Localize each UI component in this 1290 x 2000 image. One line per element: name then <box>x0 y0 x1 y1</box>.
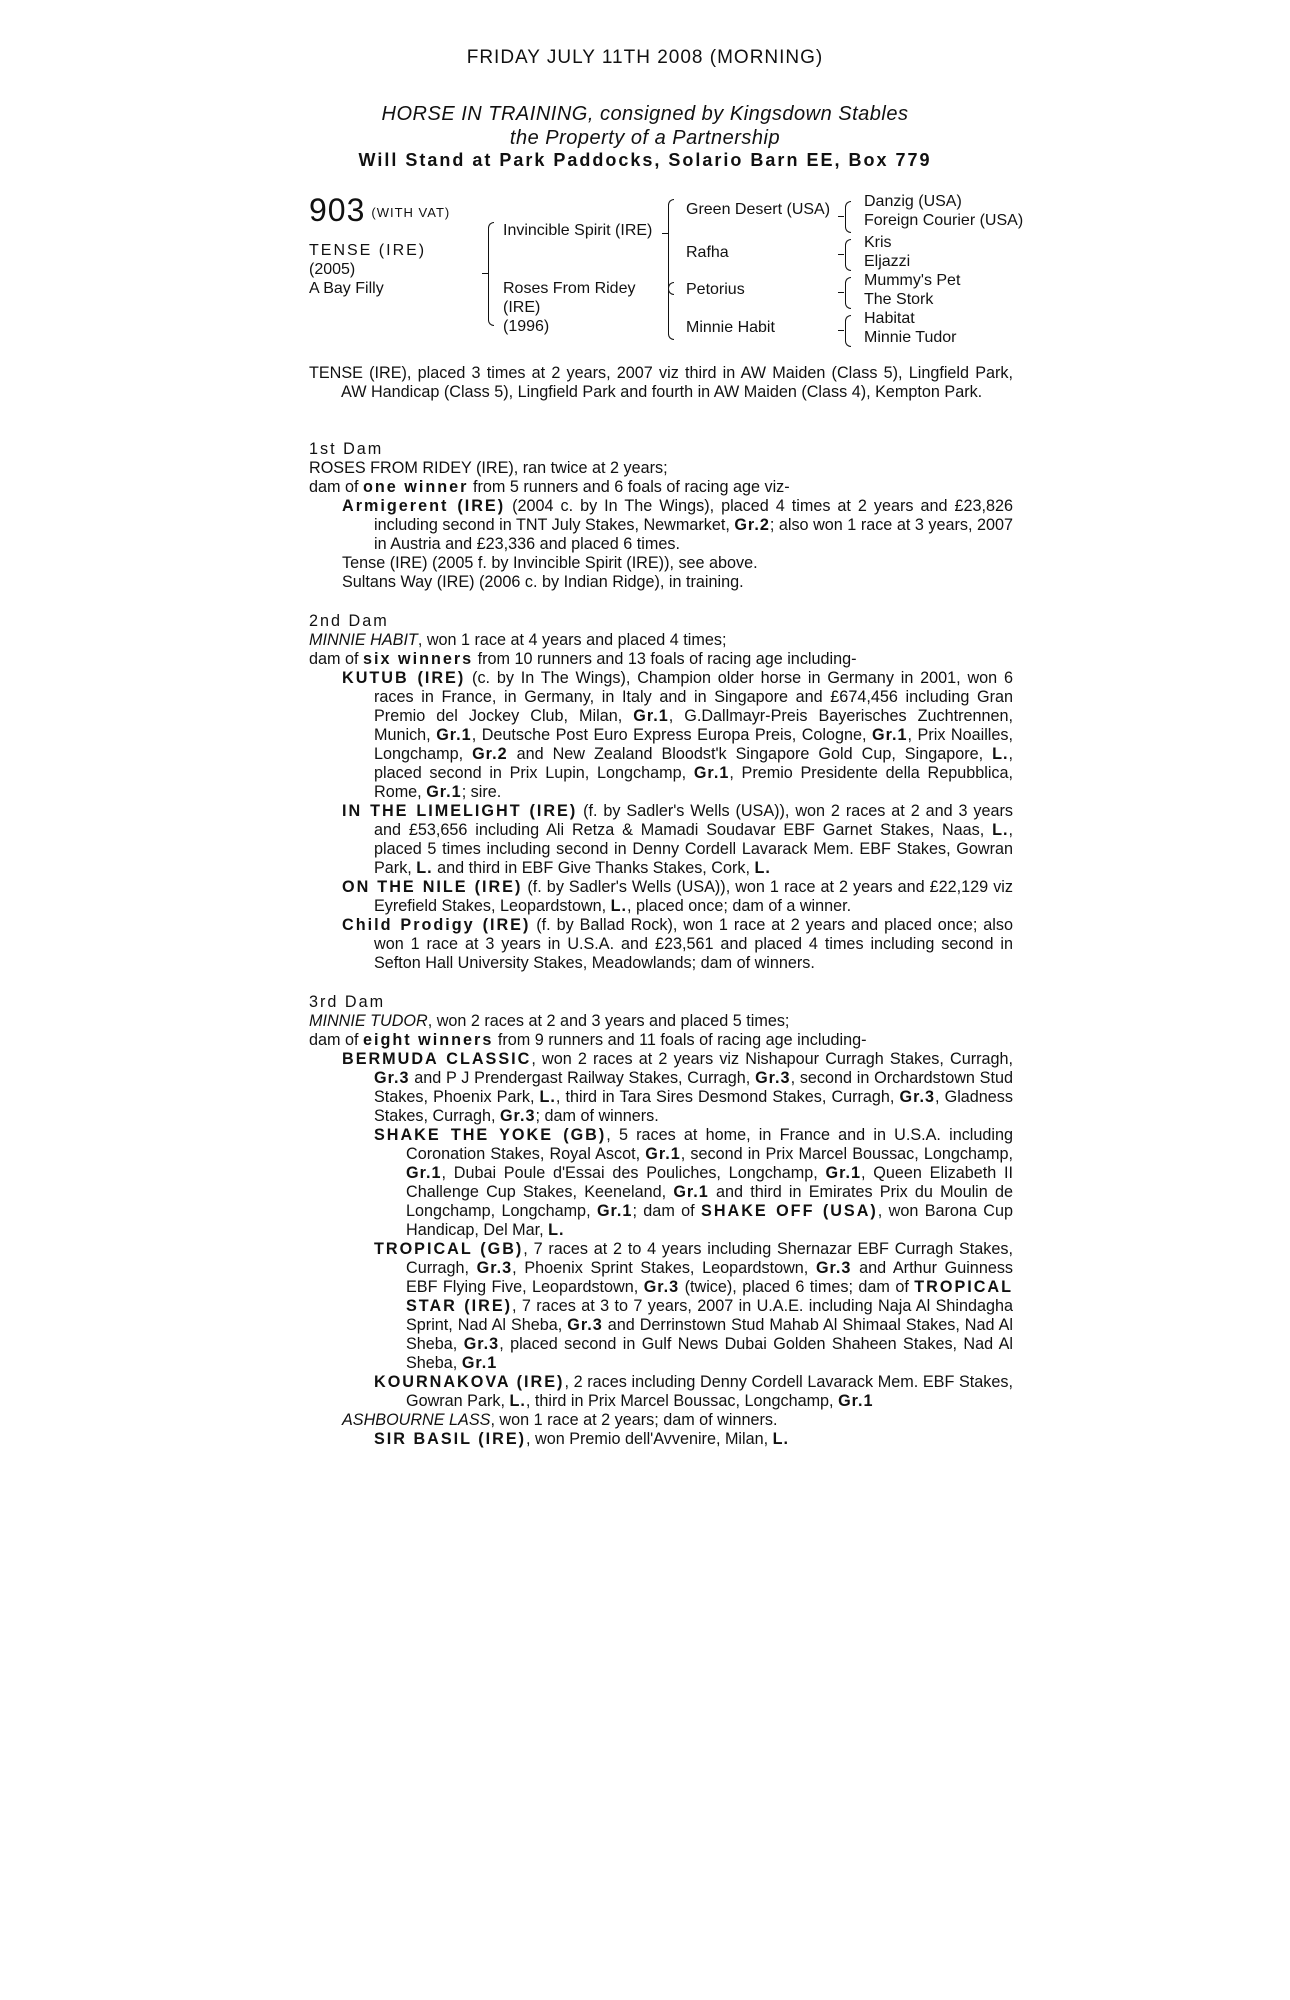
progeny-ashbourne-lass: ASHBOURNE LASS, won 1 race at 2 years; dam of winners. <box>342 1411 778 1429</box>
progeny-name: KOURNAKOVA (IRE) <box>374 1373 565 1391</box>
dam2-line2: dam of six winners from 10 runners and 13 foals of racing age including- <box>309 650 857 668</box>
progeny-kournakova: KOURNAKOVA (IRE), 2 races including Denny Cordell Lavarack Mem. EBF Stakes, Gowran Park, L., third in Prix Marcel Boussac, Longchamp, Gr.1 <box>374 1373 1013 1410</box>
ped-dam-line3: (1996) <box>503 318 550 335</box>
progeny-child-prodigy: Child Prodigy (IRE) (f. by Ballad Rock), won 1 race at 2 years and placed once; also won 1 race at 3 years in U.S.A. and £23,561 and placed 4 times including second in Sefton Hall University Stakes, Meadowlands; dam of winners. <box>342 916 1013 972</box>
ped-dam-line2: (IRE) <box>503 299 541 316</box>
dam1-heading: 1st Dam <box>309 440 384 458</box>
dam1-line2: dam of one winner from 5 runners and 6 foals of racing age viz- <box>309 478 790 496</box>
progeny-name: IN THE LIMELIGHT (IRE) <box>342 802 578 820</box>
progeny-name: Armigerent (IRE) <box>342 497 506 515</box>
horse-summary: TENSE (IRE), placed 3 times at 2 years, 2007 viz third in AW Maiden (Class 5), Lingfield Park, AW Handicap (Class 5), Lingfield Park and fourth in AW Maiden (Class 4), Kempton Park. <box>309 364 1013 401</box>
pedigree-brace-sd <box>845 239 851 271</box>
progeny-shake-the-yoke: SHAKE THE YOKE (GB), 5 races at home, in France and in U.S.A. including Coronation Stakes, Royal Ascot, Gr.1, second in Prix Marcel Boussac, Longchamp, Gr.1, Dubai Poule d'Essai des Pouliches, Longchamp, Gr.1, Queen Elizabeth II Challenge Cup Stakes, Keeneland, Gr.1 and third in Emirates Prix du Moulin de Longchamp, Longchamp, Gr.1; dam of SHAKE OFF (USA), won Barona Cup Handicap, Del Mar, L. <box>374 1126 1014 1239</box>
dam1-winners-count: one winner <box>363 478 469 496</box>
pedigree-brace-ss <box>845 201 851 233</box>
horse-description: A Bay Filly <box>309 280 384 297</box>
vat-label: (WITH VAT) <box>371 205 451 220</box>
progeny-name: Child Prodigy (IRE) <box>342 916 531 934</box>
pedigree-brace-dam <box>668 282 674 340</box>
pedigree-brace-dd-point <box>838 330 844 331</box>
stabling-line: Will Stand at Park Paddocks, Solario Barn EE, Box 779 <box>358 150 932 170</box>
pedigree-brace-sire-point <box>662 233 668 234</box>
dam3-line2: dam of eight winners from 9 runners and 11 foals of racing age including- <box>309 1031 867 1049</box>
pedigree-brace-ds <box>845 277 851 309</box>
ped-sdd: Eljazzi <box>864 253 911 270</box>
pedigree-brace-sd-point <box>838 254 844 255</box>
ped-dam-dam: Minnie Habit <box>686 319 775 336</box>
ped-dam-line1: Roses From Ridey <box>503 280 636 297</box>
lot-number-value: 903 <box>309 192 366 228</box>
sale-date: FRIDAY JULY 11TH 2008 (MORNING) <box>466 47 824 68</box>
ped-dss: Mummy's Pet <box>864 272 961 289</box>
progeny-name: BERMUDA CLASSIC <box>342 1050 532 1068</box>
ped-sds: Kris <box>864 234 892 251</box>
ped-sire-dam: Rafha <box>686 244 729 261</box>
progeny-armigerent: Armigerent (IRE) (2004 c. by In The Wings), placed 4 times at 2 years and £23,826 including second in TNT July Stakes, Newmarket, Gr.2; also won 1 race at 3 years, 2007 in Austria and £23,336 and placed 6 times. <box>342 497 1013 553</box>
dam2-heading: 2nd Dam <box>309 612 389 630</box>
pedigree-brace-main-point <box>482 273 488 274</box>
pedigree-brace-ss-point <box>838 216 844 217</box>
dam3-line1: MINNIE TUDOR, won 2 races at 2 and 3 years and placed 5 times; <box>309 1012 790 1030</box>
progeny-kutub: KUTUB (IRE) (c. by In The Wings), Champion older horse in Germany in 2001, won 6 races in France, in Germany, in Italy and in Singapore and £674,456 including Gran Premio del Jockey Club, Milan, Gr.1, G.Dallmayr-Preis Bayerisches Zuchtrennen, Munich, Gr.1, Deutsche Post Euro Express Europa Preis, Cologne, Gr.1, Prix Noailles, Longchamp, Gr.2 and New Zealand Bloodst'k Singapore Gold Cup, Singapore, L., placed second in Prix Lupin, Longchamp, Gr.1, Premio Presidente della Repubblica, Rome, Gr.1; sire. <box>342 669 1014 801</box>
progeny-sir-basil: SIR BASIL (IRE), won Premio dell'Avvenire, Milan, L. <box>374 1430 790 1448</box>
lot-number <box>309 192 450 229</box>
pedigree-brace-sire <box>668 199 674 295</box>
progeny-sultans-way: Sultans Way (IRE) (2006 c. by Indian Ridge), in training. <box>342 573 744 591</box>
progeny-name: ON THE NILE (IRE) <box>342 878 523 896</box>
pedigree-brace-dd <box>845 315 851 347</box>
progeny-name: SIR BASIL (IRE) <box>374 1430 527 1448</box>
pedigree-brace-ds-point <box>838 292 844 293</box>
property-line: the Property of a Partnership <box>509 127 781 149</box>
ped-dam-sire: Petorius <box>686 281 745 298</box>
progeny-bermuda-classic: BERMUDA CLASSIC, won 2 races at 2 years viz Nishapour Curragh Stakes, Curragh, Gr.3 and P J Prendergast Railway Stakes, Curragh, Gr.3, second in Orchardstown Stud Stakes, Phoenix Park, L., third in Tara Sires Desmond Stakes, Curragh, Gr.3, Gladness Stakes, Curragh, Gr.3; dam of winners. <box>342 1050 1013 1125</box>
dam1-line1: ROSES FROM RIDEY (IRE), ran twice at 2 years; <box>309 459 668 477</box>
progeny-tense: Tense (IRE) (2005 f. by Invincible Spirit (IRE)), see above. <box>342 554 758 572</box>
ped-sire: Invincible Spirit (IRE) <box>503 222 653 239</box>
horse-name: TENSE (IRE) <box>309 242 427 259</box>
consignment-line: HORSE IN TRAINING, consigned by Kingsdown Stables <box>381 103 909 125</box>
progeny-name: SHAKE THE YOKE (GB) <box>374 1126 607 1144</box>
ped-ddd: Minnie Tudor <box>864 329 957 346</box>
ped-ssd: Foreign Courier (USA) <box>864 212 1024 229</box>
dam3-heading: 3rd Dam <box>309 993 386 1011</box>
progeny-in-the-limelight: IN THE LIMELIGHT (IRE) (f. by Sadler's Wells (USA)), won 2 races at 2 and 3 years and £53,656 including Ali Retza & Mamadi Soudavar EBF Garnet Stakes, Naas, L., placed 5 times including second in Denny Cordell Lavarack Mem. EBF Stakes, Gowran Park, L. and third in EBF Give Thanks Stakes, Cork, L. <box>342 802 1013 877</box>
ped-dsd: The Stork <box>864 291 934 308</box>
progeny-name: TROPICAL (GB) <box>374 1240 524 1258</box>
progeny-name: KUTUB (IRE) <box>342 669 466 687</box>
ped-dds: Habitat <box>864 310 915 327</box>
ped-sss: Danzig (USA) <box>864 193 962 210</box>
ped-sire-sire: Green Desert (USA) <box>686 201 831 218</box>
horse-year: (2005) <box>309 261 356 278</box>
pedigree-brace-main <box>488 222 494 326</box>
dam2-line1: MINNIE HABIT, won 1 race at 4 years and placed 4 times; <box>309 631 727 649</box>
progeny-on-the-nile: ON THE NILE (IRE) (f. by Sadler's Wells (USA)), won 1 race at 2 years and £22,129 viz Eyrefield Stakes, Leopardstown, L., placed once; dam of a winner. <box>342 878 1013 915</box>
progeny-tropical: TROPICAL (GB), 7 races at 2 to 4 years including Shernazar EBF Curragh Stakes, Curragh, Gr.3, Phoenix Sprint Stakes, Leopardstown, Gr.3 and Arthur Guinness EBF Flying Five, Leopardstown, Gr.3 (twice), placed 6 times; dam of TROPICAL STAR (IRE), 7 races at 3 to 7 years, 2007 in U.A.E. including Naja Al Shindagha Sprint, Nad Al Sheba, Gr.3 and Derrinstown Stud Mahab Al Shimaal Stakes, Nad Al Sheba, Gr.3, placed second in Gulf News Dubai Golden Shaheen Stakes, Nad Al Sheba, Gr.1 <box>374 1240 1014 1372</box>
